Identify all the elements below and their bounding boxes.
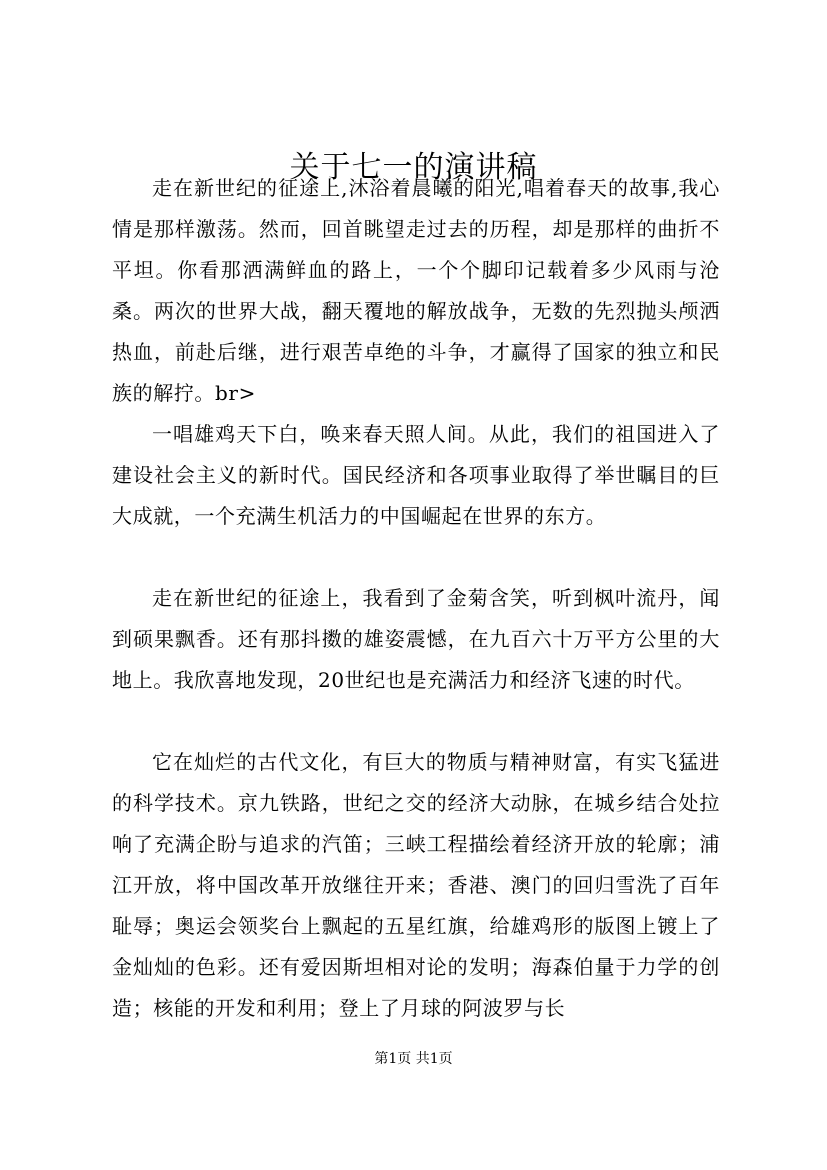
paragraph-4: 它在灿烂的古代文化，有巨大的物质与精神财富，有实飞猛进的科学技术。京九铁路，世纪之交的经济大动脉，在城乡结合处拉响了充满企盼与追求的汽笛；三峡工程描绘着经济开放的轮廓；浦江开放，将中国改革开放继往开来；香港、澳门的回归雪洗了百年耻辱；奥运会领奖台上飘起的五星红旗，给雄鸡形的版图上镀上了金灿灿的色彩。还有爱因斯坦相对论的发明；海森伯量于力学的创造；核能的开发和利用；登上了月球的阿波罗与长 [112,750,720,1020]
paragraph-3: 走在新世纪的征途上，我看到了金菊含笑，听到枫叶流丹，闻到硕果飘香。还有那抖擞的雄姿震憾，在九百六十万平方公里的大地上。我欣喜地发现，20世纪也是充满活力和经济飞速的时代。 [112,586,720,692]
document-title: 关于七一的演讲稿 [289,150,538,185]
paragraph-1: 走在新世纪的征途上,沐浴着晨曦的阳光,唱着春天的故事,我心情是那样激荡。然而，回首眺望走过去的历程，却是那样的曲折不平坦。你看那洒满鲜血的路上，一个个脚印记载着多少风雨与沧桑。两次的世界大战，翻天覆地的解放战争，无数的先烈抛头颅洒热血，前赴后继，进行艰苦卓绝的斗争，才赢得了国家的独立和民族的解拧。br> [112,176,720,405]
paragraph-2: 一唱雄鸡天下白，唤来春天照人间。从此，我们的祖国进入了建设社会主义的新时代。国民经济和各项事业取得了举世瞩目的巨大成就，一个充满生机活力的中国崛起在世界的东方。 [112,422,720,528]
page-footer: 第1页 共1页 [374,1051,453,1067]
